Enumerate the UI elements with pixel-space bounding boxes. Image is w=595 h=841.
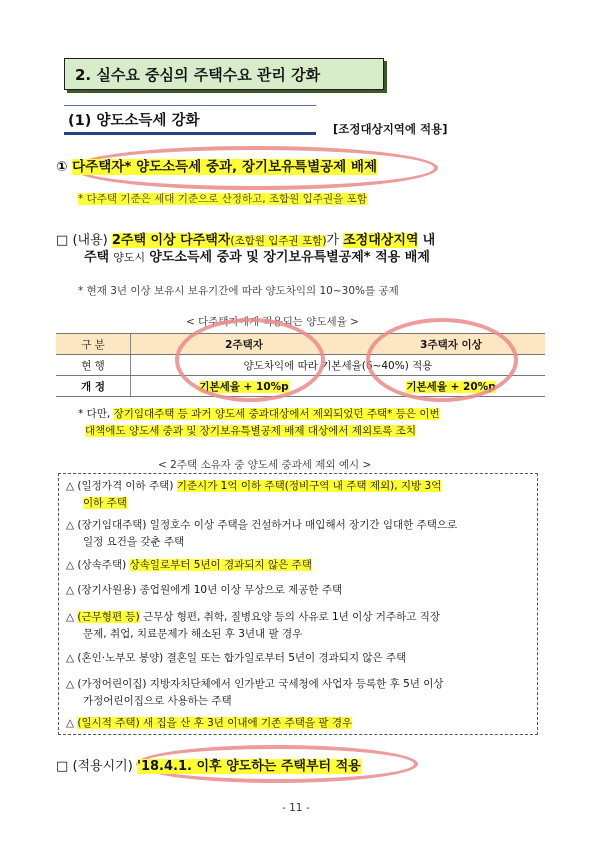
exception-prefix: * 다만, [78,408,114,420]
effective-text: '18.4.1. 이후 양도하는 주택부터 적용 [136,759,361,774]
subsection-title: (1) 양도소득세 강화 [64,105,316,135]
item-text: △ (일정가격 이하 주택) [66,480,177,492]
effective-label: (적용시기) [72,759,133,774]
checkbox-glyph: □ [56,233,69,248]
list-item [66,676,444,710]
point-marker: ① [56,159,68,175]
list-item [66,478,441,512]
point1-heading [56,155,377,175]
list-item [66,582,342,599]
table-header-cell: 2주택자 [131,334,358,355]
list-item [66,557,312,574]
content-emph-2: 조정대상지역 [343,233,419,248]
list-item [66,715,352,732]
content-label: (내용) [72,233,108,248]
item-text: △ [66,611,78,623]
content-paren: (조합원 입주권 포함) [230,235,327,247]
exception-text-2: 대책에도 양도세 중과 및 장기보유특별공제 배제 대상에서 제외토록 조치 [85,425,416,437]
content-word: 내 [422,233,436,248]
section-title: 2. 실수요 중심의 주택수요 관리 강화 [64,58,384,90]
content-particle: 가 [326,233,339,248]
content-emph-3: 양도소득세 중과 및 장기보유특별공제* 적용 배제 [149,250,430,265]
subsection-tag: [조정대상지역에 적용] [333,122,448,136]
list-item [66,609,440,643]
item-text: △ (장기사원용) 종업원에게 10년 이상 무상으로 제공한 주택 [66,584,343,596]
highlight-circle [175,318,325,402]
example-caption: < 2주택 소유자 중 양도세 중과세 제외 예시 > [158,459,372,471]
item-highlight: (일시적 주택) 새 집을 산 후 3년 이내에 기존 주택을 팔 경우 [77,717,353,729]
table-cell: 현 행 [56,355,131,376]
item-text: △ (혼인·노부모 봉양) 결혼일 또는 합가일로부터 5년이 경과되지 않은 주택 [66,652,407,664]
content-word-2: 주택 [84,250,110,265]
item-text: △ (장기임대주택) 일정호수 이상 주택을 건설하거나 매입해서 장기간 임대한 주택으로 [66,519,458,531]
table-cell: 양도차익에 따라 기본세율(6~40%) 적용 [131,355,546,376]
item-text: 근무상 형편, 취학, 질병요양 등의 사유로 1년 이상 거주하고 직장 [139,611,440,623]
rate-2house: 기본세율 + 10%p [199,380,289,393]
item-highlight: 상속일로부터 5년이 경과되지 않은 주택 [129,559,312,571]
point1-note-text: * 다주택 기준은 세대 기준으로 산정하고, 조합원 입주권을 포함 [78,193,367,205]
item-text: 가정어린이집으로 사용하는 주택 [83,695,232,707]
table-header-cell: 3주택자 이상 [357,334,545,355]
highlight-circle [366,318,518,402]
item-highlight: 이하 주택 [83,497,127,509]
item-highlight: (근무형편 등) [77,611,140,623]
content-emph-1: 2주택 이상 다주택자 [111,233,231,248]
rate-3house: 기본세율 + 20%p [406,380,496,393]
item-text: △ (상속주택) [66,559,130,571]
exception-note [78,405,440,439]
exception-text-1: 장기임대주택 등 과거 양도세 중과대상에서 제외되었던 주택* 등은 이번 [113,408,440,420]
list-item [66,517,457,551]
list-item [66,650,406,667]
table-cell: 개 정 [56,376,131,397]
point1-text: 다주택자* 양도소득세 중과, 장기보유특별공제 배제 [72,159,377,175]
item-text: 일정 요건을 갖춘 주택 [83,536,185,548]
item-text: △ [66,717,78,729]
content-paragraph [56,228,436,265]
item-highlight: 기준시가 1억 이하 주택(정비구역 내 주택 제외), 지방 3억 [176,480,442,492]
checkbox-glyph: □ [56,759,69,774]
table-header-cell: 구 분 [56,334,131,355]
point1-note [78,191,367,206]
item-text: 문제, 취업, 치료문제가 해소된 후 3년내 팔 경우 [83,628,303,640]
effective-date [56,755,361,774]
content-note: * 현재 3년 이상 보유시 보유기간에 따라 양도차익의 10~30%를 공제 [78,285,399,297]
item-text: △ (가정어린이집) 지방자치단체에서 인가받고 국세청에 사업자 등록한 후 5년 이상 [66,678,444,690]
page-number: - 11 - [282,802,310,814]
table-caption: < 다주택자에게 적용되는 양도세율 > [186,316,359,328]
content-word-3: 양도시 [113,251,146,264]
